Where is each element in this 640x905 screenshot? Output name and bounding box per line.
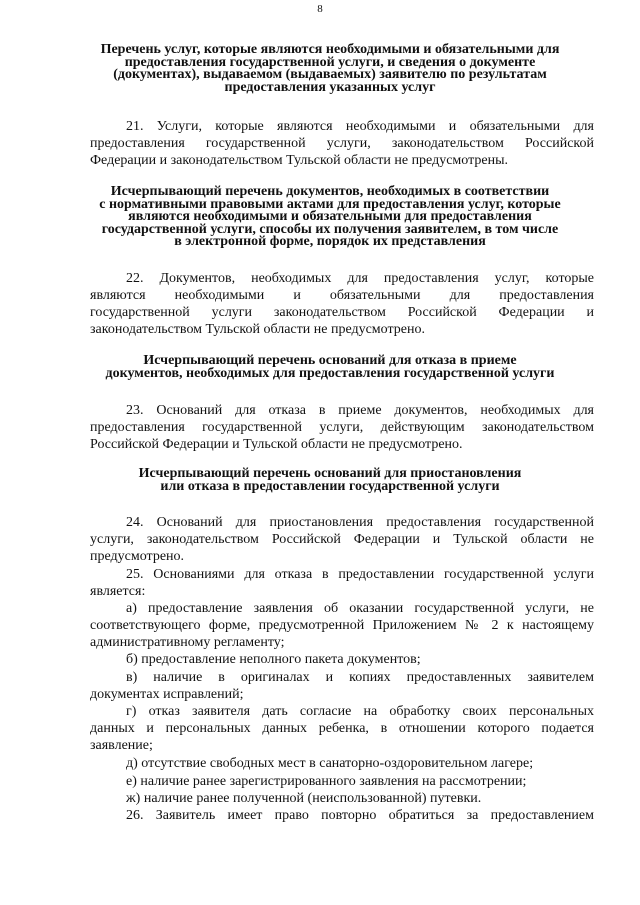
- paragraph-line: ж) наличие ранее полученной (неиспользованной) путевки.: [126, 791, 482, 806]
- paragraph-line: являются необходимыми и обязательными для предоставления: [90, 288, 594, 303]
- list-item-d: [90, 755, 594, 772]
- paragraph-line: 25. Основаниями для отказа в предоставлении государственной услуги: [126, 567, 594, 582]
- paragraph-26: [90, 807, 594, 824]
- heading-line: Исчерпывающий перечень документов, необходимых в соответствии: [110, 184, 550, 199]
- list-item-zh: [90, 790, 594, 807]
- paragraph-line: данных и персональных данных ребенка, в отношении которого подается: [90, 721, 594, 736]
- paragraph-24: [90, 514, 594, 565]
- paragraph-line: 23. Оснований для отказа в приеме документов, необходимых для: [126, 403, 594, 418]
- section-heading-documents: [60, 186, 600, 249]
- list-item-a: [90, 600, 594, 651]
- paragraph-line: Федерации и законодательством Тульской области не предусмотрены.: [90, 153, 508, 168]
- heading-line: Исчерпывающий перечень оснований для приостановления: [138, 466, 522, 481]
- paragraph-25: [90, 566, 594, 600]
- heading-line: являются необходимыми и обязательными для предоставления: [128, 209, 532, 224]
- paragraph-line: Российской Федерации и Тульской области не предусмотрено.: [90, 437, 463, 452]
- paragraph-line: 26. Заявитель имеет право повторно обратиться за предоставлением: [126, 808, 594, 823]
- heading-line: документов, необходимых для предоставления государственной услуги: [105, 365, 555, 381]
- paragraph-line: е) наличие ранее зарегистрированного заявления на рассмотрении;: [126, 774, 527, 789]
- paragraph-line: в) наличие в оригиналах и копиях предоставленных заявителем: [126, 670, 594, 685]
- paragraph-line: предусмотрено.: [90, 549, 185, 564]
- heading-line: в электронной форме, порядок их представления: [174, 234, 486, 249]
- heading-line: Исчерпывающий перечень оснований для отказа в приеме: [143, 353, 517, 368]
- list-item-v: [90, 669, 594, 703]
- heading-line: Перечень услуг, которые являются необходимыми и обязательными для: [100, 42, 560, 57]
- paragraph-line: д) отсутствие свободных мест в санаторно-оздоровительном лагере;: [126, 756, 534, 771]
- list-item-g: [90, 703, 594, 754]
- paragraph-line: административному регламенту;: [90, 635, 285, 650]
- page-number: 8: [317, 3, 323, 15]
- paragraph-line: 22. Документов, необходимых для предоставления услуг, которые: [126, 271, 594, 286]
- paragraph-line: государственной услуги законодательством Российской Федерации и: [90, 305, 594, 320]
- section-heading-suspension: [60, 468, 600, 493]
- paragraph-line: б) предоставление неполного пакета документов;: [126, 652, 421, 667]
- heading-line: предоставления указанных услуг: [224, 79, 436, 95]
- list-item-b: [90, 651, 594, 668]
- paragraph-line: предоставления государственной услуги, действующим законодательством: [90, 420, 594, 435]
- heading-line: с нормативными правовыми актами для предоставления услуг, которые: [99, 196, 561, 212]
- heading-line: (документах), выдаваемом (выдаваемых) заявителю по результатам: [113, 67, 547, 82]
- paragraph-line: г) отказ заявителя дать согласие на обработку своих персональных: [126, 704, 594, 719]
- heading-line: предоставления государственной услуги, и сведения о документе: [124, 54, 536, 70]
- paragraph-line: заявление;: [90, 738, 153, 753]
- paragraph-22: [90, 270, 594, 338]
- paragraph-line: 21. Услуги, которые являются необходимыми и обязательными для: [126, 119, 594, 134]
- paragraph-line: соответствующего форме, предусмотренной Приложением № 2 к настоящему: [90, 618, 594, 633]
- section-heading-services: [60, 44, 600, 94]
- paragraph-line: предоставления государственной услуги, законодательством Российской: [90, 136, 594, 151]
- paragraph-line: законодательством Тульской области не предусмотрено.: [90, 322, 425, 337]
- heading-line: государственной услуги, способы их получения заявителем, в том числе: [101, 221, 559, 237]
- list-item-e: [90, 773, 594, 790]
- paragraph-23: [90, 402, 594, 453]
- paragraph-line: а) предоставление заявления об оказании государственной услуги, не: [126, 601, 594, 616]
- section-heading-refusal-reception: [60, 355, 600, 380]
- paragraph-line: документах исправлений;: [90, 687, 244, 702]
- heading-line: или отказа в предоставлении государственной услуги: [160, 478, 500, 494]
- paragraph-line: 24. Оснований для приостановления предоставления государственной: [126, 515, 594, 530]
- paragraph-21: [90, 118, 594, 169]
- paragraph-line: услуги, законодательством Российской Федерации и Тульской области не: [90, 532, 594, 547]
- paragraph-line: является:: [90, 584, 146, 599]
